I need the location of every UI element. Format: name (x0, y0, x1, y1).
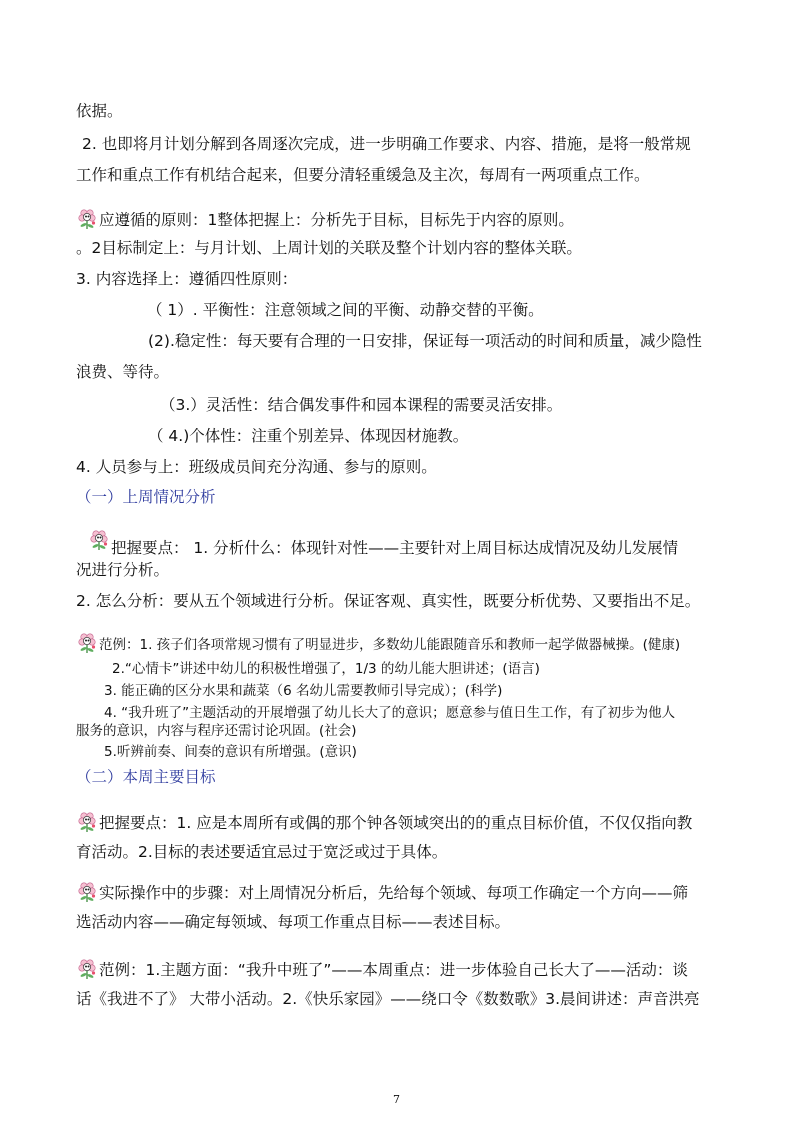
section-heading: （二）本周主要目标 (76, 768, 216, 786)
flower-bullet-icon (88, 529, 110, 551)
text-line: 5.听辨前奏、间奏的意识有所增强。(意识) (104, 744, 357, 760)
text-line: 4. 人员参与上：班级成员间充分沟通、参与的原则。 (76, 458, 437, 476)
text-line: 3. 能正确的区分水果和蔬菜（6 名幼儿需要教师引导完成）；(科学) (104, 683, 503, 699)
text-segment: 范例：1. 孩子们各项常规习惯有了明显进步，多数幼儿能跟随音乐和教师一起学做器械操。(健康) (99, 637, 681, 653)
text-line: 依据。 (76, 102, 123, 120)
text-segment: 把握要点： 1. 分析什么：体现针对性——主要针对上周目标达成情况及幼儿发展情 (111, 539, 679, 557)
key-points-line (88, 529, 678, 558)
text-line: 选活动内容——确定每领域、每项工作重点目标——表述目标。 (76, 913, 511, 931)
text-line: （3.）灵活性：结合偶发事件和园本课程的需要灵活安排。 (160, 396, 563, 414)
text-line: 2. 也即将月计划分解到各周逐次完成，进一步明确工作要求、内容、措施，是将一般常规 (82, 135, 691, 153)
text-segment: 实际操作中的步骤：对上周情况分析后，先给每个领域、每项工作确定一个方向——筛 (99, 884, 689, 902)
text-line: 服务的意识，内容与程序还需讨论巩固。(社会) (76, 723, 357, 739)
text-line: 况进行分析。 (76, 561, 170, 579)
text-line: 3. 内容选择上：遵循四性原则： (76, 270, 298, 288)
page-number: 7 (393, 1093, 400, 1106)
example-line (76, 958, 688, 980)
flower-bullet-icon (76, 208, 98, 230)
flower-bullet-icon (76, 811, 98, 833)
text-line: （ 1）. 平衡性：注意领域之间的平衡、动静交替的平衡。 (147, 301, 544, 319)
text-line: 4. “我升班了”主题活动的开展增强了幼儿长大了的意识；愿意参与值日生工作，有了初步为他人 (104, 705, 676, 721)
text-line: (2).稳定性：每天要有合理的一日安排，保证每一项活动的时间和质量，减少隐性 (148, 332, 702, 350)
text-line: 2.“心情卡”讲述中幼儿的积极性增强了，1/3 的幼儿能大胆讲述；(语言) (112, 661, 540, 677)
example-line (76, 632, 680, 655)
key-points-line (76, 811, 692, 833)
section-heading: （一）上周情况分析 (76, 488, 216, 506)
text-line: 育活动。2.目标的表述要适宜忌过于宽泛或过于具体。 (76, 843, 448, 861)
text-line: 。2目标制定上：与月计划、上周计划的关联及整个计划内容的整体关联。 (76, 239, 582, 257)
flower-bullet-icon (76, 632, 98, 654)
flower-bullet-icon (76, 881, 98, 903)
text-line: 2. 怎么分析：要从五个领域进行分析。保证客观、真实性，既要分析优势、又要指出不足。 (76, 592, 701, 610)
text-segment: 应遵循的原则：1整体把握上：分析先于目标，目标先于内容的原则。 (99, 211, 574, 229)
text-line: 工作和重点工作有机结合起来，但要分清轻重缓急及主次，每周有一两项重点工作。 (76, 166, 650, 184)
text-line: 浪费、等待。 (76, 363, 170, 381)
principles-line (76, 208, 574, 230)
flower-bullet-icon (76, 958, 98, 980)
steps-line (76, 881, 688, 903)
text-segment: 把握要点：1. 应是本周所有或偶的那个钟各领域突出的的重点目标价值，不仅仅指向教 (99, 814, 693, 832)
text-line: （ 4.)个体性：注重个别差异、体现因材施教。 (148, 427, 469, 445)
text-line: 话《我进不了》 大带小活动。2.《快乐家园》——绕口令《数数歌》3.晨间讲述：声音洪亮 (76, 990, 700, 1008)
text-segment: 范例：1.主题方面：“我升中班了”——本周重点：进一步体验自己长大了——活动：谈 (99, 961, 688, 979)
